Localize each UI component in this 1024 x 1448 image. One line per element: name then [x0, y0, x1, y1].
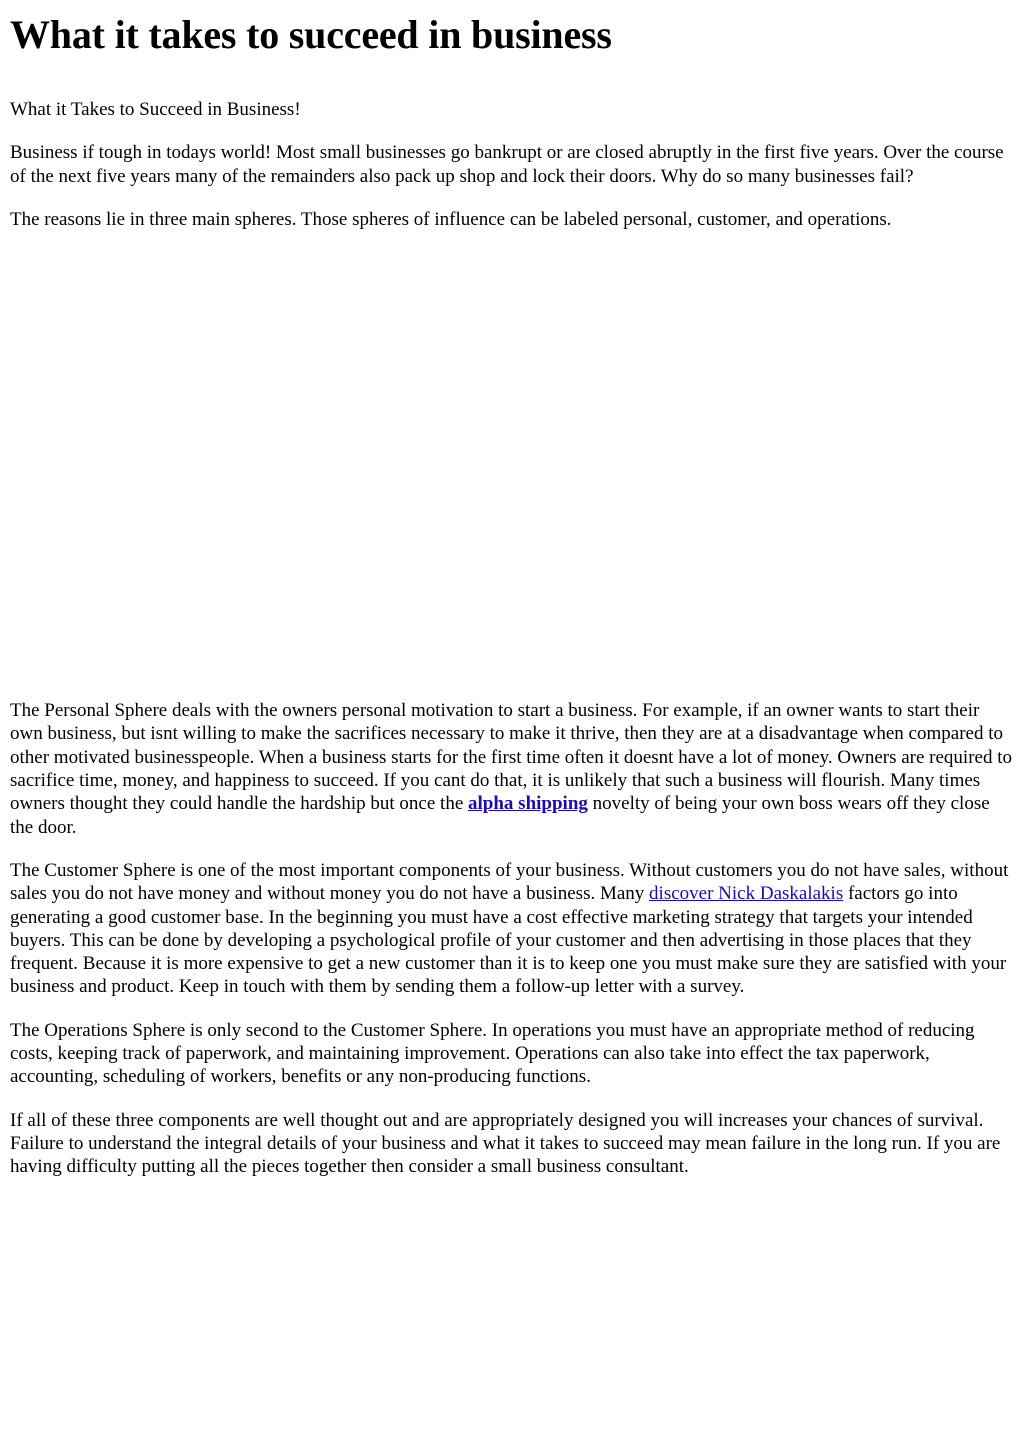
- customer-text-start: The Customer Sphere is one of the most important components of your business. Without customers you do not have sales, without sales you do not have money and without money you do not have a business. Many: [10, 859, 1009, 905]
- personal-text-start: The Personal Sphere deals with the owners personal motivation to start a business. For example, if an owner wants to start their own business, but isnt willing to make the sacrifices necessary to make it thrive, then they are at a disadvantage when compared to other motivated businesspeople. When a business starts for the first time often it doesnt have a lot of money. Owners are required to sacrifice time, money, and happiness to succeed. If you cant do that, it is unlikely that such a business will flourish. Many times owners thought they could handle the hardship but once the: [10, 700, 1012, 815]
- article-subtitle: What it Takes to Succeed in Business!: [10, 99, 301, 120]
- personal-sphere-paragraph: [10, 699, 1014, 839]
- discover-nick-daskalakis-link[interactable]: discover Nick Daskalakis: [649, 883, 844, 905]
- reasons-paragraph: The reasons lie in three main spheres. Those spheres of influence can be labeled personal, customer, and operations.: [10, 208, 892, 230]
- customer-sphere-paragraph: [10, 859, 1014, 999]
- conclusion-paragraph: If all of these three components are well thought out and are appropriately designed you will increases your chances of survival. Failure to understand the integral details of your business and what it takes to succeed may mean failure in the long run. If you are having difficulty putting all the pieces together then consider a small business consultant.: [10, 1109, 1001, 1178]
- personal-text-end: novelty of being your own boss wears off they close the door.: [10, 793, 990, 838]
- operations-sphere-paragraph: The Operations Sphere is only second to the Customer Sphere. In operations you must have an appropriate method of reducing costs, keeping track of paperwork, and maintaining improvement. Operations can also take into effect the tax paperwork, accounting, scheduling of workers, benefits or any non-producing functions.: [10, 1019, 975, 1088]
- customer-text-end: factors go into generating a good customer base. In the beginning you must have a cost effective marketing strategy that targets your intended buyers. This can be done by developing a psychological profile of your customer and then advertising in those places that they frequent. Because it is more expensive to get a new customer than it is to keep one you must make sure they are satisfied with your business and product. Keep in touch with them by sending them a follow-up letter with a survey.: [10, 883, 1007, 998]
- blank-space: [10, 231, 1014, 687]
- intro-paragraph: Business if tough in todays world! Most small businesses go bankrupt or are closed abruptly in the first five years. Over the course of the next five years many of the remainders also pack up shop and lock their doors. Why do so many businesses fail?: [10, 142, 1004, 187]
- alpha-shipping-link[interactable]: alpha shipping: [468, 793, 588, 815]
- page-title: What it takes to succeed in business: [10, 12, 612, 57]
